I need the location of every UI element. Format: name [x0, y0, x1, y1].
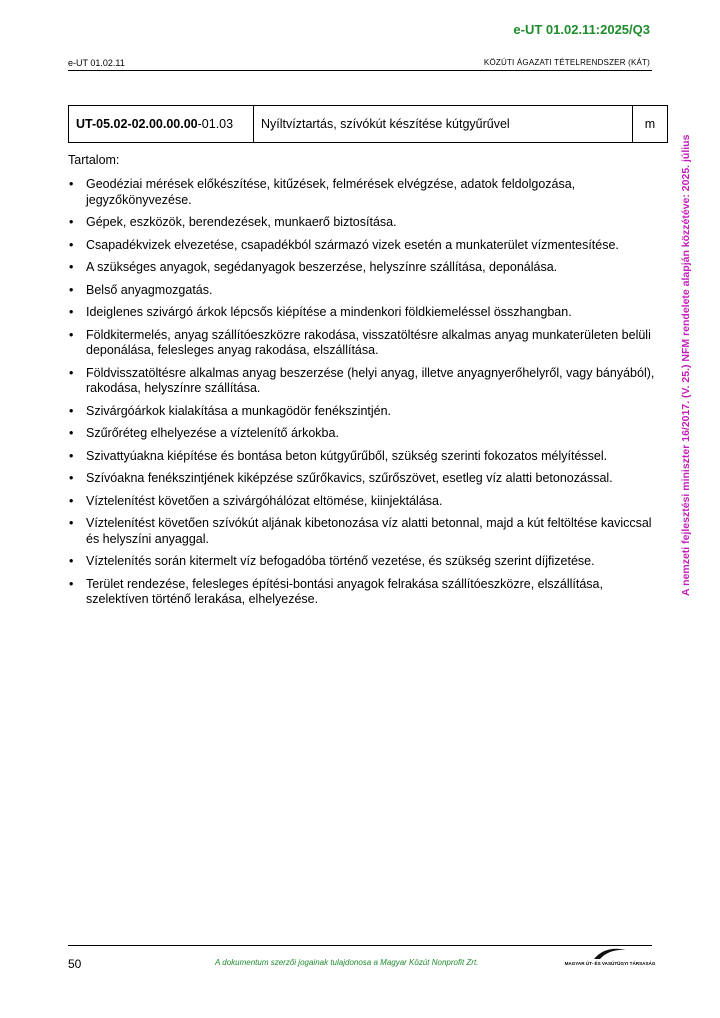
list-item: • Geodéziai mérések előkészítése, kitűzések, felmérések elvégzése, adatok feldolgozása, jegyzőkönyvezése. — [68, 177, 658, 208]
list-item: • Szűrőréteg elhelyezése a víztelenítő árkokba. — [68, 426, 658, 442]
list-item: • Víztelenítés során kitermelt víz befogadóba történő vezetése, és szükség szerint díjfizetése. — [68, 554, 658, 570]
list-item: • Belső anyagmozgatás. — [68, 283, 658, 299]
list-item: • Szivattyúakna kiépítése és bontása beton kútgyűrűből, szükség szerinti fokozatos mélyítéssel. — [68, 449, 658, 465]
item-code-cell — [69, 106, 254, 143]
header-divider — [68, 70, 652, 71]
list-item: • Szívóakna fenékszintjének kiképzése szűrőkavics, szűrőszövet, esetleg víz alatti betonozással. — [68, 471, 658, 487]
list-item: • Földkitermelés, anyag szállítóeszközre rakodása, visszatöltésre alkalmas anyag munkaterületen belüli deponálása, felesleges anyag rakodása, elszállítása. — [68, 328, 658, 359]
item-code-main: UT-05.02-02.00.00.00 — [76, 117, 198, 131]
header-right-label: KÖZÚTI ÁGAZATI TÉTELRENDSZER (KÁT) — [483, 58, 650, 67]
list-item: • A szükséges anyagok, segédanyagok beszerzése, helyszínre szállítása, deponálása. — [68, 260, 658, 276]
side-publication-note: A nemzeti fejlesztési miniszter 16/2017. (V. 25.) NFM rendelete alapján közzétéve: 2025. július — [680, 134, 692, 597]
item-code-suffix: -01.03 — [197, 117, 234, 131]
list-item: • Terület rendezése, felesleges építési-bontási anyagok felrakása szállítóeszközre, elszállítása, szelektíven történő lerakása, elhelyezése. — [68, 577, 658, 608]
document-code: e-UT 01.02.11:2025/Q3 — [513, 22, 650, 37]
content-heading: Tartalom: — [68, 153, 120, 167]
content-list — [68, 170, 658, 608]
list-item: • Csapadékvizek elvezetése, csapadékból származó vizek esetén a munkaterület vízmentesítése. — [68, 238, 658, 254]
item-unit: m — [633, 106, 668, 143]
item-row — [69, 106, 668, 143]
logo-text: MAGYAR ÚT- ÉS VASÚTÜGYI TÁRSASÁG — [564, 961, 656, 966]
list-item: • Víztelenítést követően a szivárgóhálózat eltömése, kiinjektálása. — [68, 494, 658, 510]
header-left-label: e-UT 01.02.11 — [68, 58, 125, 68]
item-description: Nyíltvíztartás, szívókút készítése kútgyűrűvel — [254, 106, 633, 143]
list-item: • Földvisszatöltésre alkalmas anyag beszerzése (helyi anyag, illetve anyagnyerőhelyről, vagy bányából), rakodása, helyszínre szállítása. — [68, 366, 658, 397]
item-table — [68, 105, 668, 143]
list-item: • Víztelenítést követően szívókút aljának kibetonozása víz alatti betonnal, majd a kút feltöltése kaviccsal és helyszíni anyaggal. — [68, 516, 658, 547]
list-item: • Gépek, eszközök, berendezések, munkaerő biztosítása. — [68, 215, 658, 231]
list-item: • Szivárgóárkok kialakítása a munkagödör fenékszintjén. — [68, 404, 658, 420]
page-number: 50 — [68, 957, 82, 971]
road-swoosh-icon — [592, 946, 628, 960]
list-item: • Ideiglenes szivárgó árkok lépcsős kiépítése a mindenkori földkiemeléssel összhangban. — [68, 305, 658, 321]
company-logo — [562, 946, 658, 972]
copyright-note: A dokumentum szerzői jogainak tulajdonosa a Magyar Közút Nonprofit Zrt. — [215, 958, 479, 967]
